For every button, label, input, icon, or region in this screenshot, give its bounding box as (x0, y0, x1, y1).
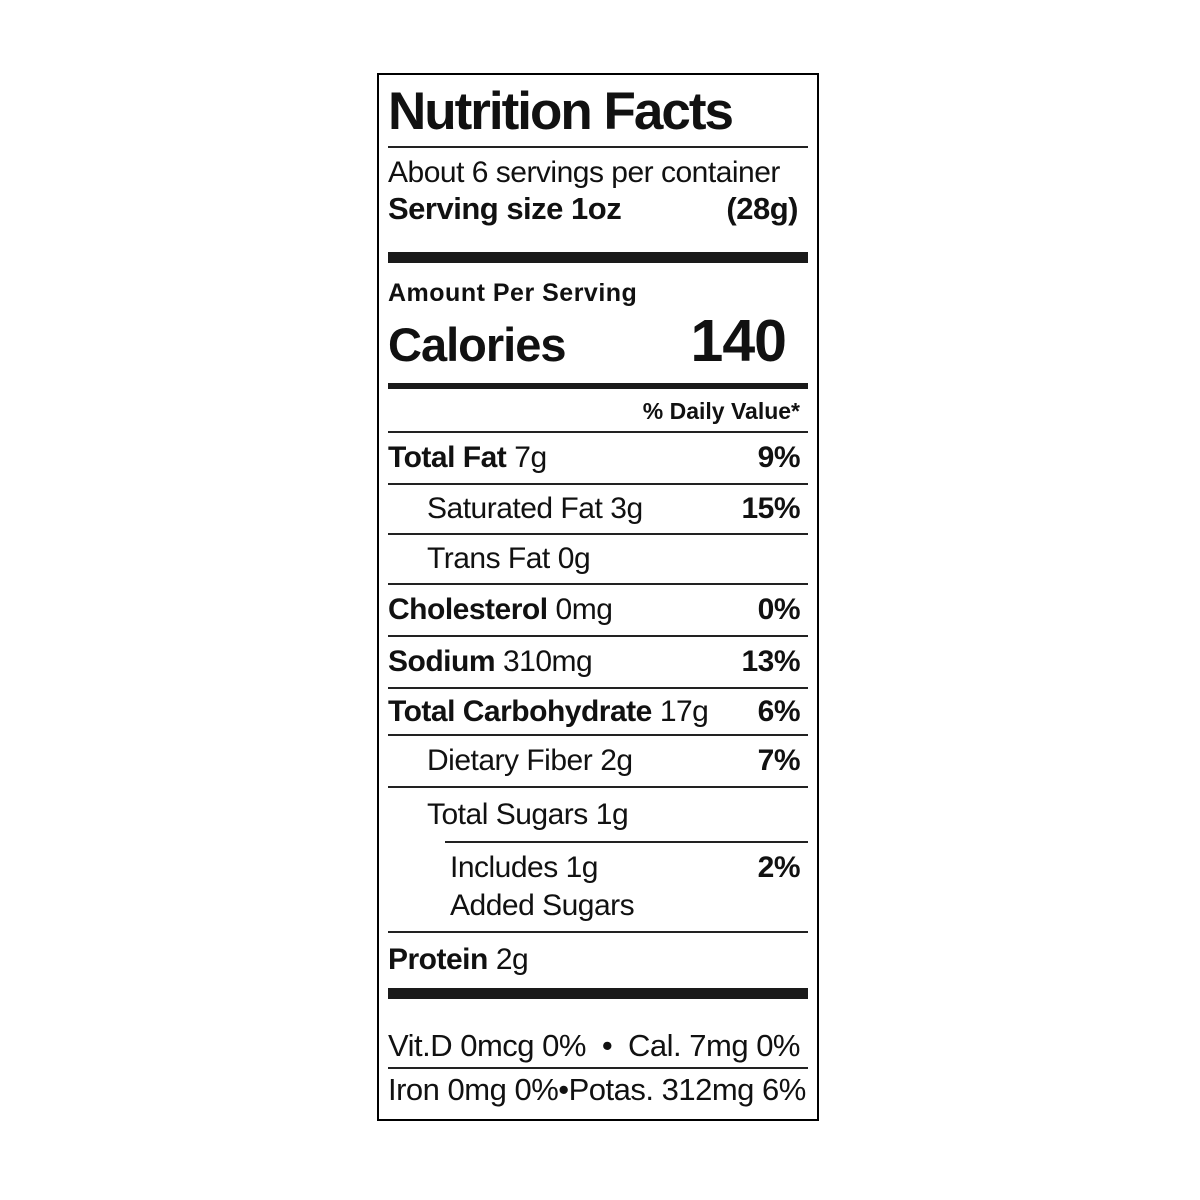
nutrient-row-trans-fat (388, 535, 808, 583)
nutrient-name: Dietary Fiber (427, 744, 593, 777)
section-bar-calories (388, 383, 808, 389)
section-bar-top (388, 252, 808, 263)
nutrient-amount: 2g (495, 942, 529, 976)
micronutrient-left: Vit.D 0mcg 0% (388, 1028, 586, 1063)
nutrient-name: Total Carbohydrate (388, 694, 652, 728)
nutrient-percent: 2% (757, 851, 800, 884)
serving-size-label: Serving size 1oz (388, 191, 622, 226)
micronutrient-left: Iron 0mg 0% (388, 1072, 559, 1107)
nutrient-name: Saturated Fat (427, 492, 603, 525)
servings-per-container: About 6 servings per container (388, 156, 780, 189)
nutrient-name-line2: Added Sugars (450, 889, 635, 922)
nutrient-amount: 0g (557, 542, 591, 575)
bullet-separator: • (601, 1028, 613, 1063)
nutrient-row-total-sugars (388, 788, 808, 841)
amount-per-serving-heading: Amount Per Serving (388, 279, 638, 307)
calories-row (388, 307, 808, 374)
nutrient-percent: 7% (757, 744, 800, 777)
section-bar-bottom (388, 988, 808, 999)
nutrient-row-protein (388, 933, 808, 986)
nutrient-row-total-fat (388, 433, 808, 483)
nutrient-name: Protein (388, 942, 488, 976)
nutrient-amount: 17g (659, 694, 709, 728)
micronutrient-row-vitd-calcium (388, 1025, 808, 1067)
serving-size-row (388, 190, 808, 227)
nutrient-amount: 7g (514, 441, 547, 474)
nutrition-facts-label (377, 73, 819, 1121)
nutrient-row-cholesterol (388, 585, 808, 635)
daily-value-header: % Daily Value* (642, 398, 800, 424)
nutrient-row-sodium (388, 637, 808, 687)
nutrient-percent: 9% (757, 441, 800, 474)
nutrient-name: Sodium (388, 645, 495, 678)
micronutrient-right: Potas. 312mg 6% (568, 1072, 806, 1107)
title-divider (388, 146, 808, 148)
nutrient-amount: 2g (600, 744, 633, 777)
nutrient-percent: 6% (757, 694, 800, 728)
nutrient-row-total-carbohydrate (388, 689, 808, 734)
calories-label: Calories (388, 318, 566, 371)
nutrient-name: Trans Fat (427, 542, 550, 575)
serving-size-weight: (28g) (726, 191, 798, 226)
nutrient-amount: 310mg (503, 645, 593, 678)
nutrient-percent: 15% (741, 492, 800, 525)
nutrient-amount: 1g (595, 797, 629, 831)
nutrient-name: Total Sugars (427, 797, 588, 831)
nutrient-name: Cholesterol (388, 593, 548, 626)
nutrient-row-added-sugars (388, 843, 808, 931)
nutrient-amount: 3g (610, 492, 643, 525)
nutrient-percent: 0% (757, 593, 800, 626)
calories-value: 140 (690, 308, 786, 374)
label-title: Nutrition Facts (388, 82, 732, 141)
bullet-separator: • (558, 1072, 569, 1107)
nutrient-name: Total Fat (388, 441, 507, 474)
nutrient-percent: 13% (741, 645, 800, 678)
nutrient-row-saturated-fat (388, 485, 808, 533)
nutrient-name-line1: Includes 1g (450, 851, 598, 884)
micronutrient-row-iron-potassium (388, 1069, 808, 1111)
nutrient-amount: 0mg (555, 593, 613, 626)
nutrient-row-dietary-fiber (388, 736, 808, 786)
micronutrient-right: Cal. 7mg 0% (628, 1028, 800, 1063)
